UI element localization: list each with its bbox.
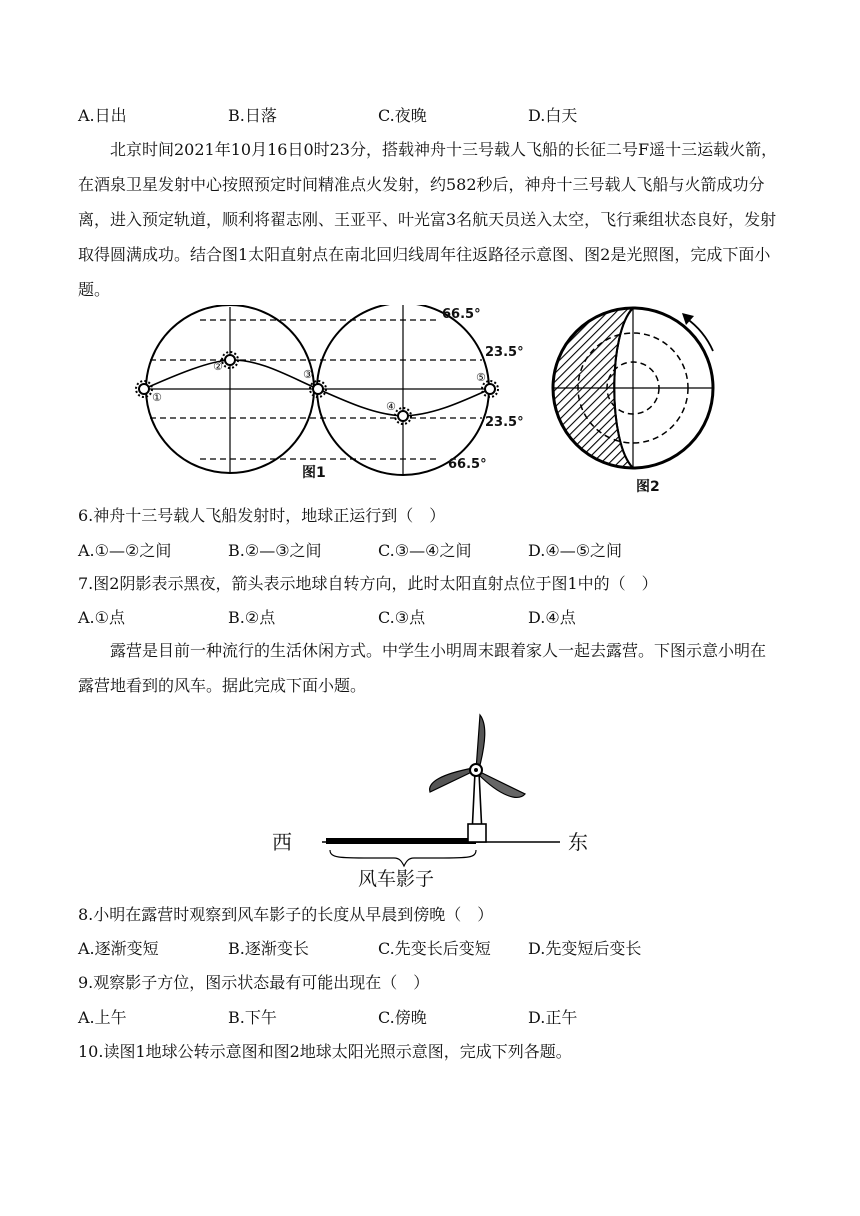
q6-option-b[interactable]: B.②—③之间 xyxy=(228,541,322,560)
point-label-2: ② xyxy=(213,360,223,373)
sun-icon-point-3 xyxy=(310,381,326,397)
q8-option-a[interactable]: A.逐渐变短 xyxy=(78,939,159,958)
q6-option-d[interactable]: D.④—⑤之间 xyxy=(528,541,623,560)
point-label-4: ④ xyxy=(386,400,396,413)
figure-1-caption: 图1 xyxy=(302,465,326,481)
q6-option-c[interactable]: C.③—④之间 xyxy=(378,541,472,560)
lat-label-66-south: 66.5° xyxy=(448,457,487,472)
q7-option-c[interactable]: C.③点 xyxy=(378,608,426,627)
sun-icon-point-2 xyxy=(222,352,238,368)
windmill-shadow xyxy=(326,838,476,844)
sun-icon-point-4 xyxy=(395,408,411,424)
figure-2-illumination xyxy=(548,303,723,473)
q9-option-c[interactable]: C.傍晚 xyxy=(378,1008,427,1027)
q8-stem: 8.小明在露营时观察到风车影子的长度从早晨到傍晚（ ） xyxy=(78,905,494,924)
q5-option-b[interactable]: B.日落 xyxy=(228,106,277,125)
q9-option-b[interactable]: B.下午 xyxy=(228,1008,277,1027)
q8-option-d[interactable]: D.先变短后变长 xyxy=(528,939,642,958)
q7-stem: 7.图2阴影表示黑夜，箭头表示地球自转方向，此时太阳直射点位于图1中的（ ） xyxy=(78,574,658,593)
q5-option-d[interactable]: D.白天 xyxy=(528,106,578,125)
q7-option-b[interactable]: B.②点 xyxy=(228,608,276,627)
passage-shenzhou: 北京时间2021年10月16日0时23分，搭载神舟十三号载人飞船的长征二号F遥十三运载火箭，在酒泉卫星发射中心按照预定时间精准点火发射，约582秒后，神舟十三号载人飞船与火箭成功分离，进入预定轨道，顺利将翟志刚、王亚平、叶光富3名航天员送入太空，飞行乘组状态良好，发射取得圆满成功。结合图1太阳直射点在南北回归线周年往返路径示意图、图2是光照图，完成下面小题。 xyxy=(78,140,778,299)
windmill-svg xyxy=(270,712,600,892)
q9-stem: 9.观察影子方位，图示状态最有可能出现在（ ） xyxy=(78,973,430,992)
figure-2-caption: 图2 xyxy=(636,479,660,495)
q9-option-a[interactable]: A.上午 xyxy=(78,1008,127,1027)
direction-east: 东 xyxy=(568,830,588,854)
figure-2-svg xyxy=(548,303,723,473)
q10-stem: 10.读图1地球公转示意图和图2地球太阳光照示意图，完成下列各题。 xyxy=(78,1042,572,1061)
q6-option-a[interactable]: A.①—②之间 xyxy=(78,541,172,560)
q5-option-a[interactable]: A.日出 xyxy=(78,106,127,125)
lat-label-66-north: 66.5° xyxy=(442,307,481,322)
lat-label-23-south: 23.5° xyxy=(485,415,524,430)
point-label-1: ① xyxy=(152,391,162,404)
q5-option-c[interactable]: C.夜晚 xyxy=(378,106,427,125)
lat-label-23-north: 23.5° xyxy=(485,345,524,360)
sun-icon-point-1 xyxy=(136,381,152,397)
shadow-label: 风车影子 xyxy=(358,868,435,890)
figure-windmill xyxy=(270,712,600,892)
point-label-3: ③ xyxy=(303,368,313,381)
passage-camping: 露营是目前一种流行的生活休闲方式。中学生小明周末跟着家人一起去露营。下图示意小明在露营地看到的风车。据此完成下面小题。 xyxy=(78,641,767,695)
q8-option-c[interactable]: C.先变长后变短 xyxy=(378,939,491,958)
direction-west: 西 xyxy=(272,830,292,854)
rotation-arrow-icon xyxy=(682,313,713,351)
q7-option-d[interactable]: D.④点 xyxy=(528,608,576,627)
figure-1-solar-path xyxy=(130,305,524,485)
point-label-5: ⑤ xyxy=(476,371,486,384)
q7-option-a[interactable]: A.①点 xyxy=(78,608,125,627)
q8-option-b[interactable]: B.逐渐变长 xyxy=(228,939,309,958)
q9-option-d[interactable]: D.正午 xyxy=(528,1008,578,1027)
q6-stem: 6.神舟十三号载人飞船发射时，地球正运行到（ ） xyxy=(78,506,446,525)
